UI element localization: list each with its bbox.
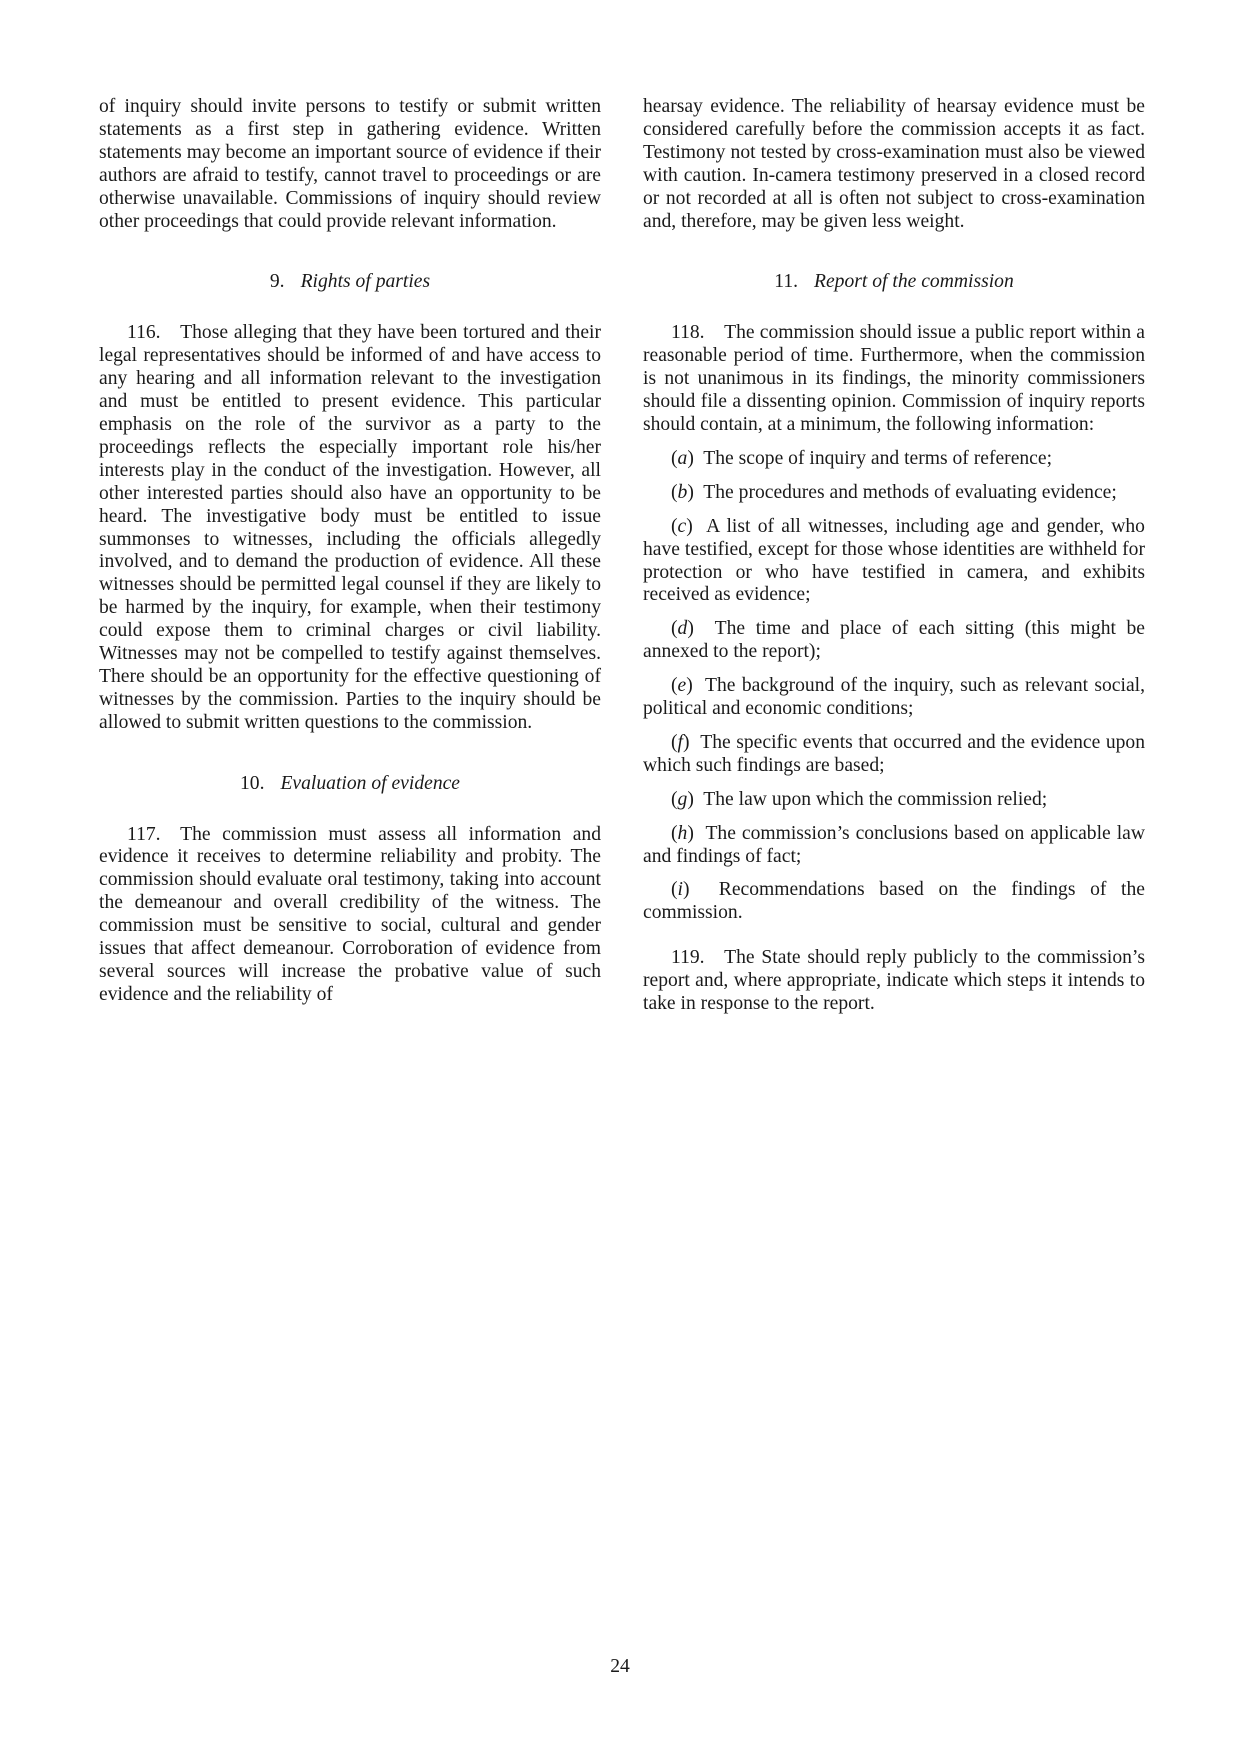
list-item-f: (f) The specific events that occurred and the evidence upon which such findings are based;: [643, 731, 1146, 776]
list-letter: f: [677, 731, 683, 753]
list-item-d: (d) The time and place of each sitting (this might be annexed to the report);: [643, 618, 1146, 663]
list-item-a: (a) The scope of inquiry and terms of reference;: [671, 447, 1053, 469]
list-text: A list of all witnesses, including age and gender, who have testified, except for those whose identities are withheld for protection or who have testified in camera, and exhibits received as evidence;: [643, 515, 1145, 606]
left-column: [99, 96, 601, 1007]
list-letter: d: [677, 618, 688, 640]
section-title: Evaluation of evidence: [280, 772, 461, 794]
right-column: [643, 96, 1145, 1016]
page-number: 24: [610, 1656, 630, 1677]
list-item-e: (e) The background of the inquiry, such as relevant social, political and economic conditions;: [643, 675, 1145, 720]
section-number: 9.: [269, 271, 285, 293]
paragraph-118: 118. The commission should issue a public report within a reasonable period of time. Furthermore, when the commission is not unanimous in its findings, the minority commissioners should file a dissenting opinion. Commission of inquiry reports should contain, at a minimum, the following information:: [643, 322, 1145, 435]
list-letter: i: [677, 879, 683, 901]
list-text: The commission’s conclusions based on applicable law and findings of fact;: [643, 822, 1145, 867]
list-text: The time and place of each sitting (this might be annexed to the report);: [643, 618, 1146, 663]
list-letter: b: [677, 481, 688, 503]
paragraph-117: 117. The commission must assess all information and evidence it receives to determine reliability and probity. The commission should evaluate oral testimony, taking into account the demeanour and overall credibility of the witness. The commission must be sensitive to social, cultural and gender issues that affect demeanour. Corroboration of evidence from several sources will increase the probative value of such evidence and the reliability of: [99, 823, 601, 1005]
list-text: The procedures and methods of evaluating evidence;: [703, 481, 1117, 503]
section-heading-11: [643, 271, 1145, 294]
list-text: The law upon which the commission relied;: [703, 788, 1048, 810]
section-title: Report of the commission: [814, 271, 1014, 293]
list-text: The scope of inquiry and terms of reference;: [703, 447, 1053, 469]
list-letter: g: [677, 788, 688, 810]
list-item-h: (h) The commission’s conclusions based on applicable law and findings of fact;: [643, 822, 1145, 867]
paragraph-116: 116. Those alleging that they have been tortured and their legal representatives should be informed of and have access to any hearing and all information relevant to the investigation and must be entitled to present evidence. This particular emphasis on the role of the survivor as a party to the proceedings reflects the especially important role his/her interests play in the conduct of the investigation. However, all other interested parties should also have an opportunity to be heard. The investigative body must be entitled to issue summonses to witnesses, including the officials allegedly involved, and to demand the production of evidence. All these witnesses should be permitted legal counsel if they are likely to be harmed by the inquiry, for example, when their testimony could expose them to criminal charges or civil liability. Witnesses may not be compelled to testify against themselves. There should be an opportunity for the effective questioning of witnesses by the commission. Parties to the inquiry should be allowed to submit written questions to the commission.: [99, 322, 601, 733]
list-letter: e: [677, 675, 687, 697]
list-text: Recommendations based on the findings of the commission.: [643, 879, 1145, 924]
list-text: The specific events that occurred and the evidence upon which such findings are based;: [643, 731, 1146, 776]
paragraph-119: 119. The State should reply publicly to the commission’s report and, where appropriate, indicate which steps it intends to take in response to the report.: [643, 947, 1145, 1015]
list-letter: a: [677, 447, 688, 469]
section-number: 10.: [239, 772, 265, 794]
list-item-b: (b) The procedures and methods of evaluating evidence;: [671, 481, 1117, 503]
list-text: The background of the inquiry, such as relevant social, political and economic conditions;: [643, 675, 1145, 720]
paragraph-continuation-right: hearsay evidence. The reliability of hearsay evidence must be considered carefully before the commission accepts it as fact. Testimony not tested by cross-examination must also be viewed with caution. In-camera testimony preserved in a closed record or not recorded at all is often not subject to cross-examination and, therefore, may be given less weight.: [643, 96, 1145, 232]
section-number: 11.: [774, 271, 799, 293]
section-title: Rights of parties: [300, 271, 431, 293]
list-item-c: (c) A list of all witnesses, including age and gender, who have testified, except for those whose identities are withheld for protection or who have testified in camera, and exhibits received as evidence;: [643, 515, 1145, 606]
list-letter: c: [677, 515, 687, 537]
section-heading-10: [99, 773, 601, 796]
list-item-i: (i) Recommendations based on the findings of the commission.: [643, 879, 1145, 924]
paragraph-continuation-left: of inquiry should invite persons to testify or submit written statements as a first step in gathering evidence. Written statements may become an important source of evidence if their authors are afraid to testify, cannot travel to proceedings or are otherwise unavailable. Commissions of inquiry should review other proceedings that could provide relevant information.: [99, 96, 601, 232]
list-item-g: (g) The law upon which the commission relied;: [671, 788, 1048, 810]
list-letter: h: [677, 822, 688, 844]
section-heading-9: [99, 271, 601, 294]
